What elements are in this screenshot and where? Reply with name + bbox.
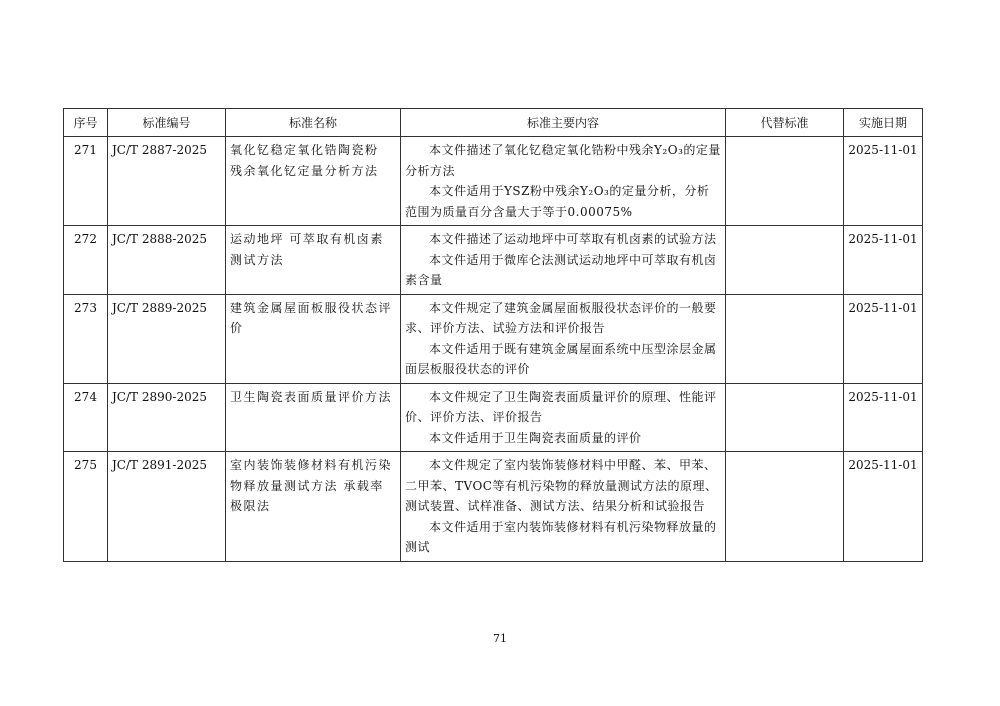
content-paragraph: 本文件规定了建筑金属屋面板服役状态评价的一般要求、评价方法、试验方法和评价报告: [405, 300, 717, 335]
standards-table: [63, 108, 923, 562]
row-index: 271: [64, 137, 108, 226]
header-effective-date: 实施日期: [844, 109, 923, 137]
effective-date: 2025-11-01: [844, 383, 923, 452]
standard-code: JC/T 2889-2025: [108, 294, 226, 383]
table-header-row: [64, 109, 923, 137]
table-row: [64, 452, 923, 562]
content-paragraph: 本文件规定了卫生陶瓷表面质量评价的原理、性能评价、评价方法、评价报告: [405, 389, 717, 424]
table-row: [64, 226, 923, 295]
table-row: [64, 383, 923, 452]
standard-name: 室内装饰装修材料有机污染物释放量测试方法 承载率极限法: [226, 452, 401, 562]
effective-date: 2025-11-01: [844, 226, 923, 295]
main-content: [401, 294, 726, 383]
standard-name: 卫生陶瓷表面质量评价方法: [226, 383, 401, 452]
replaces-standard: [726, 226, 844, 295]
standard-name: 运动地坪 可萃取有机卤素测试方法: [226, 226, 401, 295]
content-paragraph: 本文件适用于室内装饰装修材料有机污染物释放量的测试: [405, 519, 717, 554]
content-paragraph: 本文件描述了运动地坪中可萃取有机卤素的试验方法: [429, 232, 717, 246]
row-index: 274: [64, 383, 108, 452]
table-row: [64, 294, 923, 383]
header-replaces: 代替标准: [726, 109, 844, 137]
standard-code: JC/T 2887-2025: [108, 137, 226, 226]
row-index: 273: [64, 294, 108, 383]
row-index: 275: [64, 452, 108, 562]
effective-date: 2025-11-01: [844, 294, 923, 383]
header-index: 序号: [64, 109, 108, 137]
page-number: 71: [493, 632, 507, 645]
header-main-content: 标准主要内容: [401, 109, 726, 137]
content-paragraph: 本文件描述了氧化钇稳定氧化锆粉中残余Y₂O₃的定量分析方法: [405, 143, 721, 178]
replaces-standard: [726, 452, 844, 562]
main-content: [401, 452, 726, 562]
content-paragraph: 本文件适用于既有建筑金属屋面系统中压型涂层金属面层板服役状态的评价: [405, 341, 717, 376]
header-standard-code: 标准编号: [108, 109, 226, 137]
content-paragraph: 本文件适用于微库仑法测试运动地坪中可萃取有机卤素含量: [405, 252, 717, 287]
effective-date: 2025-11-01: [844, 137, 923, 226]
main-content: [401, 137, 726, 226]
content-paragraph: 本文件规定了室内装饰装修材料中甲醛、苯、甲苯、二甲苯、TVOC等有机污染物的释放量测试方法的原理、测试装置、试样准备、测试方法、结果分析和试验报告: [405, 458, 718, 513]
standard-code: JC/T 2890-2025: [108, 383, 226, 452]
standard-code: JC/T 2891-2025: [108, 452, 226, 562]
content-paragraph: 本文件适用于YSZ粉中残余Y₂O₃的定量分析，分析范围为质量百分含量大于等于0.00075%: [405, 184, 710, 219]
replaces-standard: [726, 137, 844, 226]
replaces-standard: [726, 383, 844, 452]
main-content: [401, 226, 726, 295]
content-paragraph: 本文件适用于卫生陶瓷表面质量的评价: [429, 430, 642, 445]
main-content: [401, 383, 726, 452]
replaces-standard: [726, 294, 844, 383]
standard-name: 建筑金属屋面板服役状态评价: [226, 294, 401, 383]
standard-code: JC/T 2888-2025: [108, 226, 226, 295]
header-standard-name: 标准名称: [226, 109, 401, 137]
effective-date: 2025-11-01: [844, 452, 923, 562]
table-row: [64, 137, 923, 226]
row-index: 272: [64, 226, 108, 295]
standard-name: 氧化钇稳定氧化锆陶瓷粉 残余氧化钇定量分析方法: [226, 137, 401, 226]
